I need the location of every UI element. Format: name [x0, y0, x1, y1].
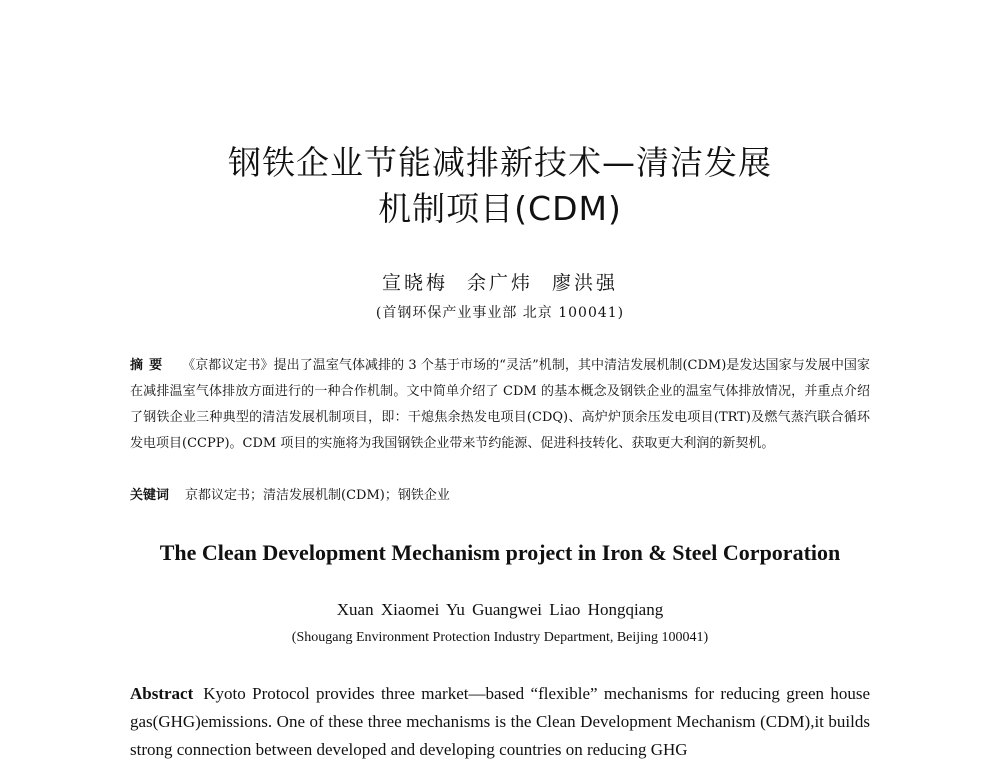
english-authors: Xuan Xiaomei Yu Guangwei Liao Hongqiang — [336, 600, 664, 619]
chinese-abstract-text: 《京都议定书》提出了温室气体减排的 3 个基于市场的“灵活”机制，其中清洁发展机制(CDM)是发达国家与发展中国家在减排温室气体排放方面进行的一种合作机制。文中简单介绍了 CDM 的基本概念及钢铁企业的温室气体排放情况，并重点介绍了钢铁企业三种典型的清洁发展机制项目，即：干熄焦余热发电项目(CDQ)、高炉炉顶余压发电项目(TRT)及燃气蒸汽联合循环发电项目(CCPP)。CDM 项目的实施将为我国钢铁企业带来节约能源、促进科技转化、获取更大利润的新契机。 — [130, 358, 870, 451]
english-abstract-text: Kyoto Protocol provides three market—based “flexible” mechanisms for reducing green house gas(GHG)emissions. One of these three mechanisms is the Clean Development Mechanism (CDM),it builds strong connection between developed and developing countries on reducing GHG — [130, 684, 870, 759]
english-abstract-label: Abstract — [130, 684, 194, 703]
chinese-keywords — [130, 484, 870, 508]
english-abstract — [130, 680, 870, 764]
chinese-keywords-text: 京都议定书；清洁发展机制(CDM)；钢铁企业 — [185, 488, 450, 503]
chinese-title-line-2: 机制项目(CDM) — [378, 189, 622, 228]
chinese-title-line-1: 钢铁企业节能减排新技术—清洁发展 — [228, 143, 772, 182]
chinese-affiliation: (首钢环保产业事业部 北京 100041) — [375, 305, 625, 321]
chinese-keywords-label: 关键词 — [130, 488, 170, 503]
chinese-authors: 宣晓梅 余广炜 廖洪强 — [381, 272, 619, 294]
chinese-abstract-label: 摘要 — [130, 358, 169, 373]
english-title: The Clean Development Mechanism project in Iron & Steel Corporation — [159, 540, 841, 565]
english-affiliation: (Shougang Environment Protection Industry Department, Beijing 100041) — [291, 630, 709, 645]
chinese-abstract — [130, 353, 870, 457]
chinese-title — [0, 140, 1000, 232]
